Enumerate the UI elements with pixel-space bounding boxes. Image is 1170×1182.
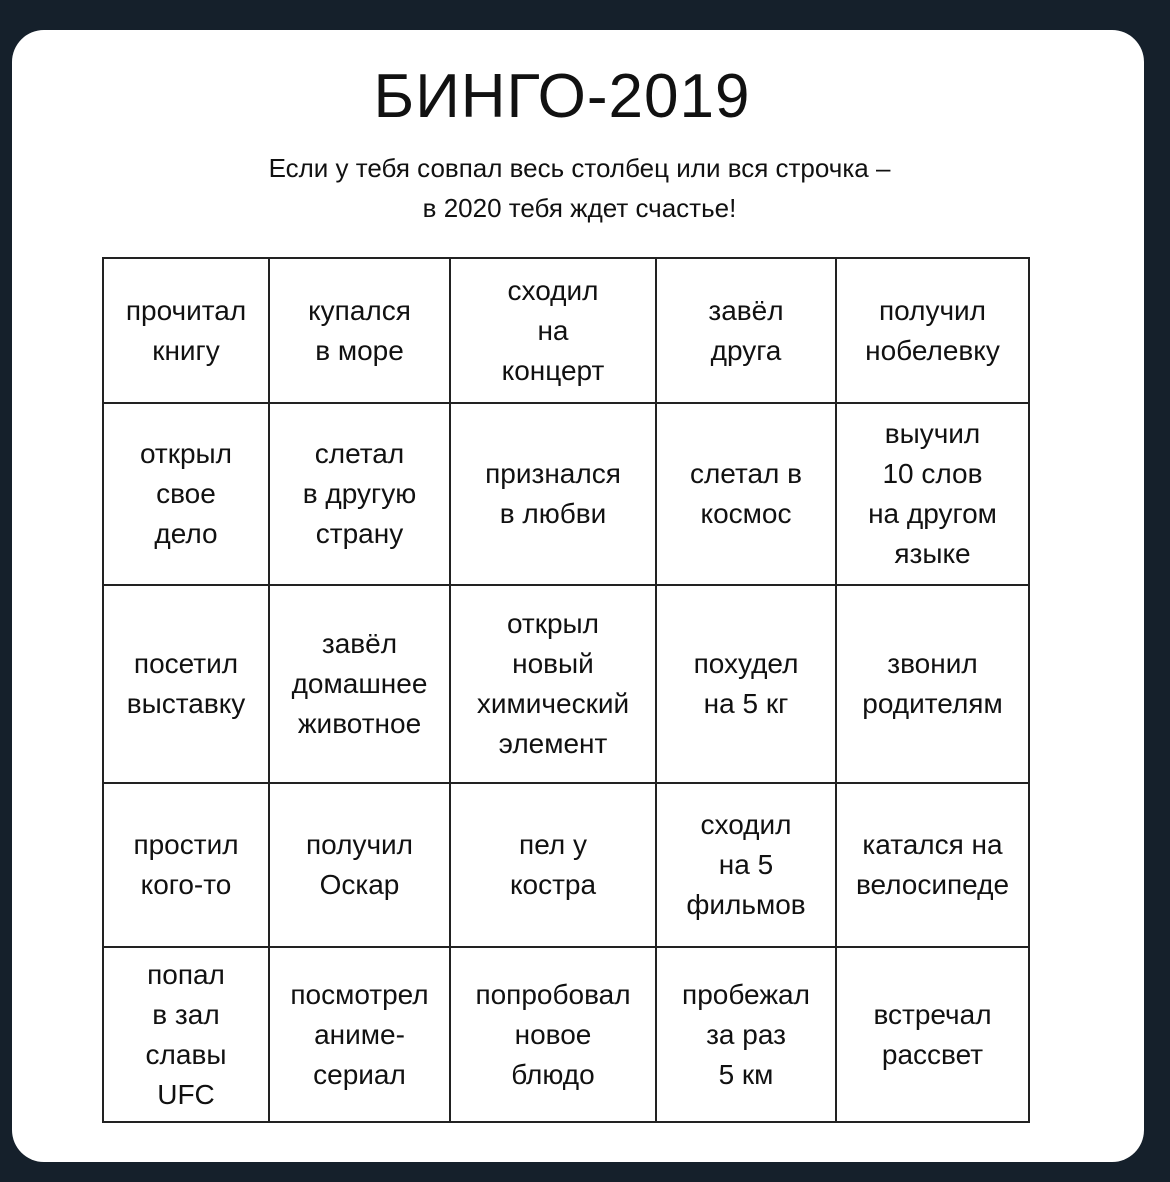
bingo-cell: пробежал за раз 5 км [657, 948, 837, 1121]
bingo-cell: пел у костра [451, 784, 657, 948]
bingo-cell: звонил родителям [837, 586, 1028, 784]
subtitle-line-1: Если у тебя совпал весь столбец или вся строчка – [268, 153, 891, 183]
bingo-cell: посетил выставку [104, 586, 270, 784]
bingo-cell: выучил 10 слов на другом языке [837, 404, 1028, 586]
bingo-cell: катался на велосипеде [837, 784, 1028, 948]
bingo-cell: слетал в космос [657, 404, 837, 586]
bingo-cell: попробовал новое блюдо [451, 948, 657, 1121]
bingo-title: БИНГО-2019 [373, 62, 751, 131]
bingo-cell: получил Оскар [270, 784, 451, 948]
bingo-cell: встречал рассвет [873, 998, 992, 1070]
bingo-cell: получил нобелевку [837, 259, 1028, 404]
bingo-grid [102, 257, 1030, 1123]
bingo-cell: посмотрел аниме- сериал [270, 948, 451, 1121]
bingo-cell: похудел на 5 кг [657, 586, 837, 784]
bingo-cell: завёл домашнее животное [270, 586, 451, 784]
bingo-cell: слетал в другую страну [270, 404, 451, 586]
bingo-cell: простил кого-то [104, 784, 270, 948]
post-card [12, 30, 1144, 1162]
bingo-cell: открыл свое дело [104, 404, 270, 586]
bingo-cell: признался в любви [451, 404, 657, 586]
bingo-subtitle [12, 148, 1147, 228]
bingo-cell: сходил на 5 фильмов [657, 784, 837, 948]
bingo-cell: попал в зал славы UFC [104, 948, 270, 1121]
bingo-cell: прочитал книгу [104, 259, 270, 404]
bingo-cell: сходил на концерт [451, 259, 657, 404]
bingo-cell: открыл новый химический элемент [451, 586, 657, 784]
bingo-cell: купался в море [270, 259, 451, 404]
bingo-cell: завёл друга [657, 259, 837, 404]
subtitle-line-2: в 2020 тебя ждет счастье! [422, 193, 737, 223]
